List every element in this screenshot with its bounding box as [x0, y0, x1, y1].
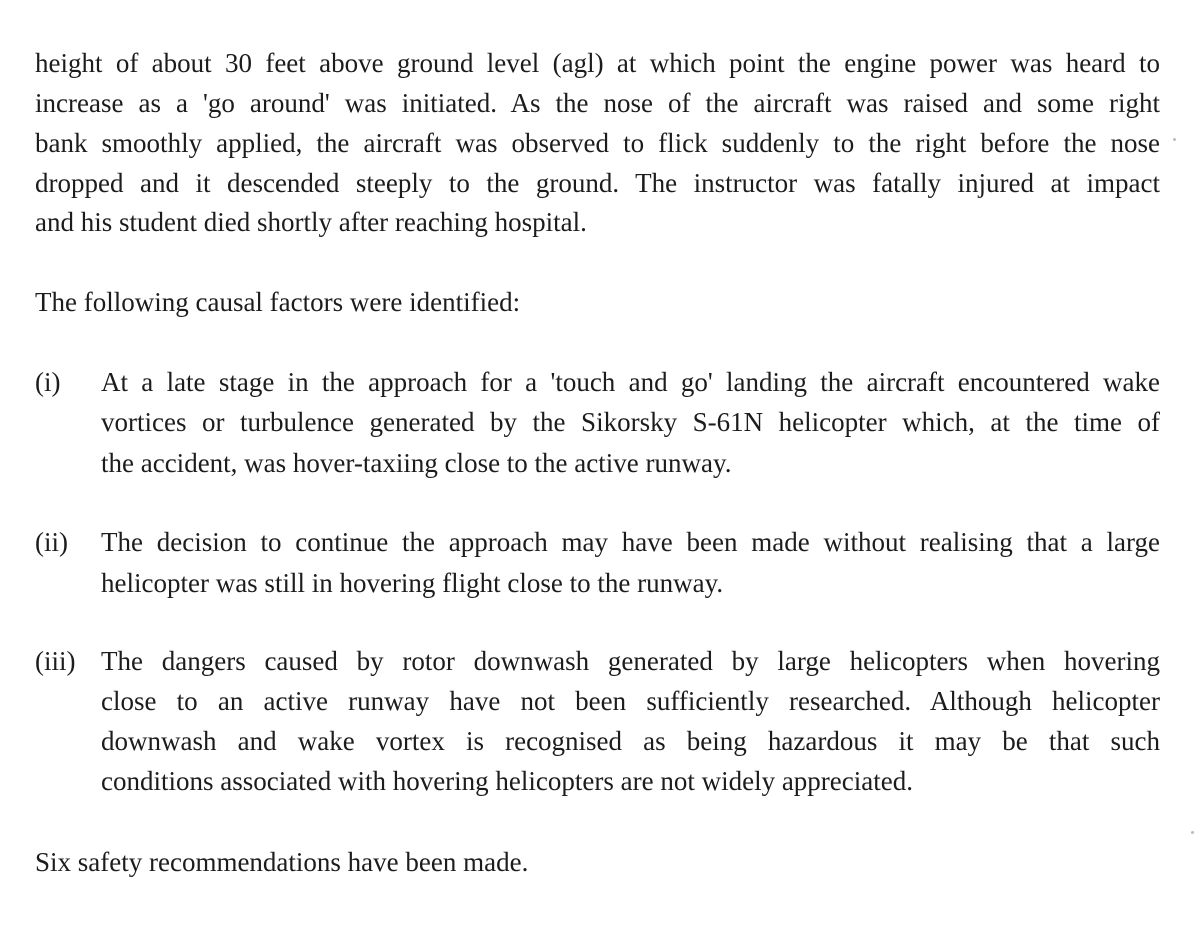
factor-marker: (i) [35, 367, 61, 397]
narrative-line: bank smoothly applied, the aircraft was observed to flick suddenly to the right before the nose [35, 128, 1160, 158]
scan-speck [1173, 138, 1176, 141]
conclusion-line: Six safety recommendations have been made. [35, 847, 529, 877]
factor-line: helicopter was still in hovering flight close to the runway. [101, 568, 724, 598]
factor-marker: (ii) [35, 527, 68, 557]
scan-speck [1191, 831, 1194, 834]
narrative-line: dropped and it descended steeply to the ground. The instructor was fatally injured at impact [35, 168, 1160, 198]
factor-line: The dangers caused by rotor downwash generated by large helicopters when hovering [101, 646, 1160, 676]
factor-line: downwash and wake vortex is recognised as being hazardous it may be that such [101, 726, 1160, 756]
factor-line: close to an active runway have not been sufficiently researched. Although helicopter [101, 686, 1160, 716]
narrative-line: height of about 30 feet above ground level (agl) at which point the engine power was heard to [35, 48, 1160, 78]
factors-intro: The following causal factors were identified: [35, 287, 521, 317]
narrative-line: increase as a 'go around' was initiated. As the nose of the aircraft was raised and some right [35, 88, 1160, 118]
factor-line: the accident, was hover-taxiing close to the active runway. [101, 448, 732, 478]
factor-marker: (iii) [35, 646, 76, 676]
factor-line: vortices or turbulence generated by the Sikorsky S-61N helicopter which, at the time of [101, 407, 1160, 437]
narrative-line: and his student died shortly after reaching hospital. [35, 207, 587, 237]
factor-line: The decision to continue the approach may have been made without realising that a large [101, 527, 1160, 557]
factor-line: conditions associated with hovering helicopters are not widely appreciated. [101, 766, 913, 796]
factor-line: At a late stage in the approach for a 'touch and go' landing the aircraft encountered wake [101, 367, 1160, 397]
